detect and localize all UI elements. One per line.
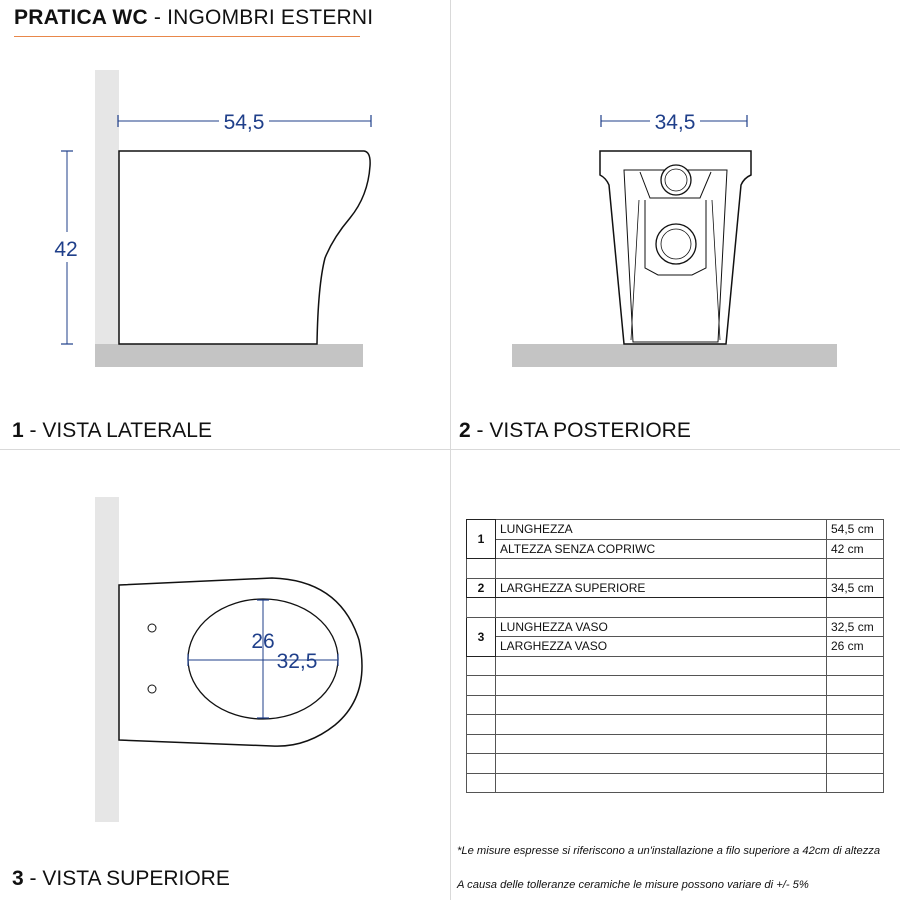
top-wall <box>95 497 119 822</box>
rear-upper-hole <box>661 165 691 195</box>
spec-value: 42 cm <box>827 539 884 559</box>
view-label-rear <box>459 419 691 443</box>
table-row <box>467 715 884 735</box>
rear-lower-hole <box>656 224 696 264</box>
side-height-label: 42 <box>54 238 78 261</box>
spec-label: LUNGHEZZA VASO <box>496 617 827 637</box>
title-separator: - <box>147 6 168 29</box>
side-view <box>54 70 371 367</box>
table-row <box>467 676 884 696</box>
table-row <box>467 754 884 774</box>
view-label-top <box>12 867 230 891</box>
table-row <box>467 637 884 657</box>
tolerance-note: A causa delle tolleranze ceramiche le misure possono variare di +/- 5% <box>457 879 809 891</box>
group-number: 2 <box>467 578 496 598</box>
spec-label: LUNGHEZZA <box>496 520 827 540</box>
spec-value: 32,5 cm <box>827 617 884 637</box>
top-fixing-hole-lower <box>148 685 156 693</box>
spec-table <box>466 519 884 793</box>
view-title: - VISTA LATERALE <box>23 419 212 442</box>
view-title: - VISTA SUPERIORE <box>23 867 230 890</box>
table-row <box>467 734 884 754</box>
spec-value: 26 cm <box>827 637 884 657</box>
spec-label: ALTEZZA SENZA COPRIWC <box>496 539 827 559</box>
top-fixing-hole-upper <box>148 624 156 632</box>
side-toilet-outline <box>119 151 370 344</box>
view-number: 3 <box>12 867 24 890</box>
view-number: 2 <box>459 419 471 442</box>
view-title: - VISTA POSTERIORE <box>470 419 691 442</box>
spec-value: 34,5 cm <box>827 578 884 598</box>
table-row <box>467 656 884 676</box>
table-row <box>467 520 884 540</box>
table-row <box>467 598 884 618</box>
table-row <box>467 695 884 715</box>
top-bowl-width-label: 26 <box>251 630 275 653</box>
group-number: 1 <box>467 520 496 559</box>
rear-view <box>512 111 837 367</box>
rear-floor <box>512 344 837 367</box>
page-subtitle: INGOMBRI ESTERNI <box>167 6 374 29</box>
table-row <box>467 578 884 598</box>
side-floor <box>95 344 363 367</box>
table-row <box>467 773 884 793</box>
table-row <box>467 539 884 559</box>
view-number: 1 <box>12 419 24 442</box>
group-number: 3 <box>467 617 496 656</box>
view-label-side <box>12 419 212 443</box>
spec-value: 54,5 cm <box>827 520 884 540</box>
spec-label: LARGHEZZA VASO <box>496 637 827 657</box>
side-length-label: 54,5 <box>223 111 265 134</box>
product-name: PRATICA WC <box>14 6 148 29</box>
spec-label: LARGHEZZA SUPERIORE <box>496 578 827 598</box>
top-view <box>95 497 362 822</box>
rear-width-label: 34,5 <box>654 111 696 134</box>
installation-note: *Le misure espresse si riferiscono a un'installazione a filo superiore a 42cm di altezza <box>457 845 881 857</box>
top-bowl-length-label: 32,5 <box>276 650 318 673</box>
table-row <box>467 559 884 579</box>
table-row <box>467 617 884 637</box>
side-wall <box>95 70 119 367</box>
